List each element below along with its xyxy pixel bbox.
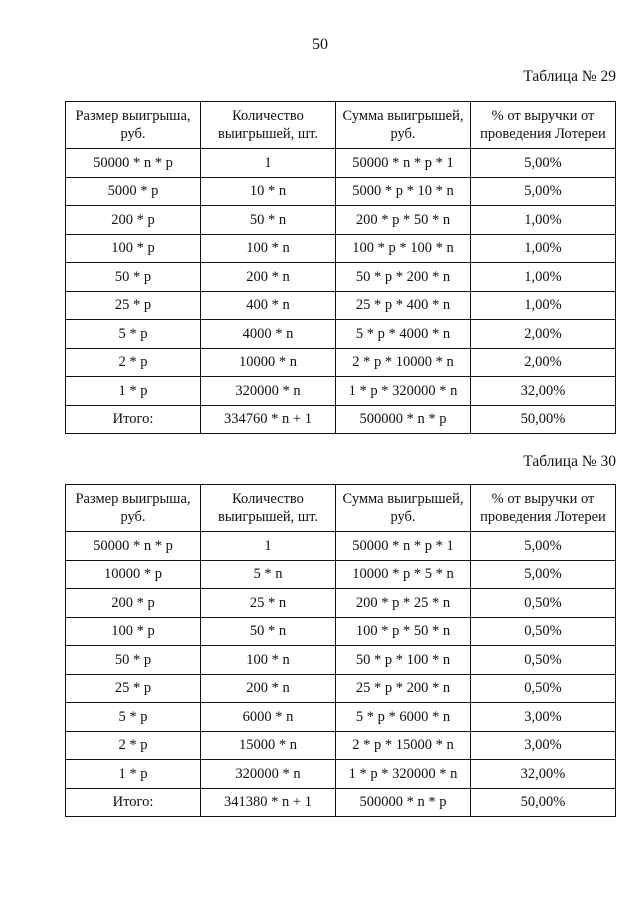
cell-prize-size: 2 * p bbox=[66, 731, 201, 760]
cell-prize-count: 4000 * n bbox=[201, 320, 336, 349]
cell-prize-sum: 200 * p * 25 * n bbox=[336, 589, 471, 618]
cell-prize-sum: 5000 * p * 10 * n bbox=[336, 177, 471, 206]
table-row bbox=[66, 589, 616, 618]
cell-prize-size: Итого: bbox=[66, 788, 201, 817]
cell-revenue-percent: 3,00% bbox=[471, 703, 616, 732]
header-prize-count: Количество выигрышей, шт. bbox=[201, 485, 336, 532]
header-revenue-percent: % от выручки от проведения Лотереи bbox=[471, 485, 616, 532]
cell-prize-count: 200 * n bbox=[201, 674, 336, 703]
cell-prize-sum: 50 * p * 100 * n bbox=[336, 646, 471, 675]
cell-prize-count: 10 * n bbox=[201, 177, 336, 206]
cell-prize-sum: 10000 * p * 5 * n bbox=[336, 560, 471, 589]
cell-prize-count: 25 * n bbox=[201, 589, 336, 618]
cell-prize-count: 15000 * n bbox=[201, 731, 336, 760]
cell-prize-size: 50000 * n * p bbox=[66, 149, 201, 178]
cell-prize-sum: 500000 * n * p bbox=[336, 788, 471, 817]
cell-prize-sum: 100 * p * 100 * n bbox=[336, 234, 471, 263]
cell-revenue-percent: 32,00% bbox=[471, 760, 616, 789]
table-row bbox=[66, 560, 616, 589]
cell-prize-size: 100 * p bbox=[66, 234, 201, 263]
table-row bbox=[66, 703, 616, 732]
cell-prize-count: 50 * n bbox=[201, 206, 336, 235]
cell-revenue-percent: 2,00% bbox=[471, 348, 616, 377]
cell-prize-sum: 50000 * n * p * 1 bbox=[336, 532, 471, 561]
cell-revenue-percent: 50,00% bbox=[471, 788, 616, 817]
cell-revenue-percent: 2,00% bbox=[471, 320, 616, 349]
table-header-row bbox=[66, 102, 616, 149]
cell-prize-size: 10000 * p bbox=[66, 560, 201, 589]
cell-revenue-percent: 5,00% bbox=[471, 560, 616, 589]
cell-prize-sum: 200 * p * 50 * n bbox=[336, 206, 471, 235]
cell-prize-size: 1 * p bbox=[66, 377, 201, 406]
cell-prize-sum: 50000 * n * p * 1 bbox=[336, 149, 471, 178]
table-caption-30: Таблица № 30 bbox=[523, 453, 616, 470]
cell-prize-size: 25 * p bbox=[66, 291, 201, 320]
table-row bbox=[66, 532, 616, 561]
cell-prize-size: 50000 * n * p bbox=[66, 532, 201, 561]
table-row bbox=[66, 646, 616, 675]
header-prize-sum: Сумма выигрышей, руб. bbox=[336, 102, 471, 149]
cell-prize-sum: 50 * p * 200 * n bbox=[336, 263, 471, 292]
cell-revenue-percent: 50,00% bbox=[471, 405, 616, 434]
cell-prize-count: 6000 * n bbox=[201, 703, 336, 732]
cell-prize-size: 25 * p bbox=[66, 674, 201, 703]
cell-prize-size: 5 * p bbox=[66, 320, 201, 349]
cell-prize-size: 5000 * p bbox=[66, 177, 201, 206]
cell-revenue-percent: 5,00% bbox=[471, 149, 616, 178]
table-row bbox=[66, 206, 616, 235]
cell-prize-size: 50 * p bbox=[66, 263, 201, 292]
cell-revenue-percent: 1,00% bbox=[471, 206, 616, 235]
page-number: 50 bbox=[312, 36, 328, 53]
prize-table-29 bbox=[65, 101, 616, 434]
table-caption-29: Таблица № 29 bbox=[523, 68, 616, 85]
table-row bbox=[66, 674, 616, 703]
cell-revenue-percent: 0,50% bbox=[471, 617, 616, 646]
table-row bbox=[66, 617, 616, 646]
table-row bbox=[66, 348, 616, 377]
cell-revenue-percent: 1,00% bbox=[471, 291, 616, 320]
cell-prize-count: 100 * n bbox=[201, 234, 336, 263]
cell-prize-size: Итого: bbox=[66, 405, 201, 434]
cell-prize-sum: 500000 * n * p bbox=[336, 405, 471, 434]
cell-prize-sum: 5 * p * 6000 * n bbox=[336, 703, 471, 732]
cell-prize-count: 400 * n bbox=[201, 291, 336, 320]
cell-prize-size: 50 * p bbox=[66, 646, 201, 675]
cell-prize-count: 1 bbox=[201, 532, 336, 561]
table-row bbox=[66, 320, 616, 349]
cell-prize-sum: 5 * p * 4000 * n bbox=[336, 320, 471, 349]
cell-prize-size: 100 * p bbox=[66, 617, 201, 646]
cell-prize-sum: 25 * p * 200 * n bbox=[336, 674, 471, 703]
cell-prize-size: 2 * p bbox=[66, 348, 201, 377]
cell-prize-sum: 100 * p * 50 * n bbox=[336, 617, 471, 646]
cell-prize-count: 10000 * n bbox=[201, 348, 336, 377]
table-row bbox=[66, 760, 616, 789]
cell-prize-count: 100 * n bbox=[201, 646, 336, 675]
cell-revenue-percent: 1,00% bbox=[471, 234, 616, 263]
cell-prize-count: 334760 * n + 1 bbox=[201, 405, 336, 434]
table-row bbox=[66, 177, 616, 206]
cell-prize-sum: 25 * p * 400 * n bbox=[336, 291, 471, 320]
table-row bbox=[66, 377, 616, 406]
cell-prize-count: 320000 * n bbox=[201, 377, 336, 406]
cell-revenue-percent: 0,50% bbox=[471, 646, 616, 675]
cell-revenue-percent: 5,00% bbox=[471, 532, 616, 561]
cell-prize-size: 200 * p bbox=[66, 589, 201, 618]
cell-revenue-percent: 0,50% bbox=[471, 674, 616, 703]
cell-revenue-percent: 0,50% bbox=[471, 589, 616, 618]
cell-revenue-percent: 1,00% bbox=[471, 263, 616, 292]
cell-prize-count: 5 * n bbox=[201, 560, 336, 589]
cell-prize-sum: 2 * p * 10000 * n bbox=[336, 348, 471, 377]
cell-prize-size: 200 * p bbox=[66, 206, 201, 235]
table-row bbox=[66, 291, 616, 320]
cell-revenue-percent: 3,00% bbox=[471, 731, 616, 760]
cell-prize-count: 50 * n bbox=[201, 617, 336, 646]
cell-prize-size: 1 * p bbox=[66, 760, 201, 789]
table-row bbox=[66, 234, 616, 263]
table-total-row bbox=[66, 788, 616, 817]
cell-prize-count: 200 * n bbox=[201, 263, 336, 292]
cell-prize-count: 341380 * n + 1 bbox=[201, 788, 336, 817]
cell-revenue-percent: 32,00% bbox=[471, 377, 616, 406]
header-prize-size: Размер выигрыша, руб. bbox=[66, 102, 201, 149]
cell-prize-count: 320000 * n bbox=[201, 760, 336, 789]
cell-prize-count: 1 bbox=[201, 149, 336, 178]
header-revenue-percent: % от выручки от проведения Лотереи bbox=[471, 102, 616, 149]
prize-table-30 bbox=[65, 484, 616, 817]
cell-revenue-percent: 5,00% bbox=[471, 177, 616, 206]
table-row bbox=[66, 731, 616, 760]
table-row bbox=[66, 149, 616, 178]
table-row bbox=[66, 263, 616, 292]
table-header-row bbox=[66, 485, 616, 532]
cell-prize-sum: 1 * p * 320000 * n bbox=[336, 760, 471, 789]
header-prize-count: Количество выигрышей, шт. bbox=[201, 102, 336, 149]
table-total-row bbox=[66, 405, 616, 434]
cell-prize-size: 5 * p bbox=[66, 703, 201, 732]
cell-prize-sum: 2 * p * 15000 * n bbox=[336, 731, 471, 760]
cell-prize-sum: 1 * p * 320000 * n bbox=[336, 377, 471, 406]
header-prize-size: Размер выигрыша, руб. bbox=[66, 485, 201, 532]
header-prize-sum: Сумма выигрышей, руб. bbox=[336, 485, 471, 532]
